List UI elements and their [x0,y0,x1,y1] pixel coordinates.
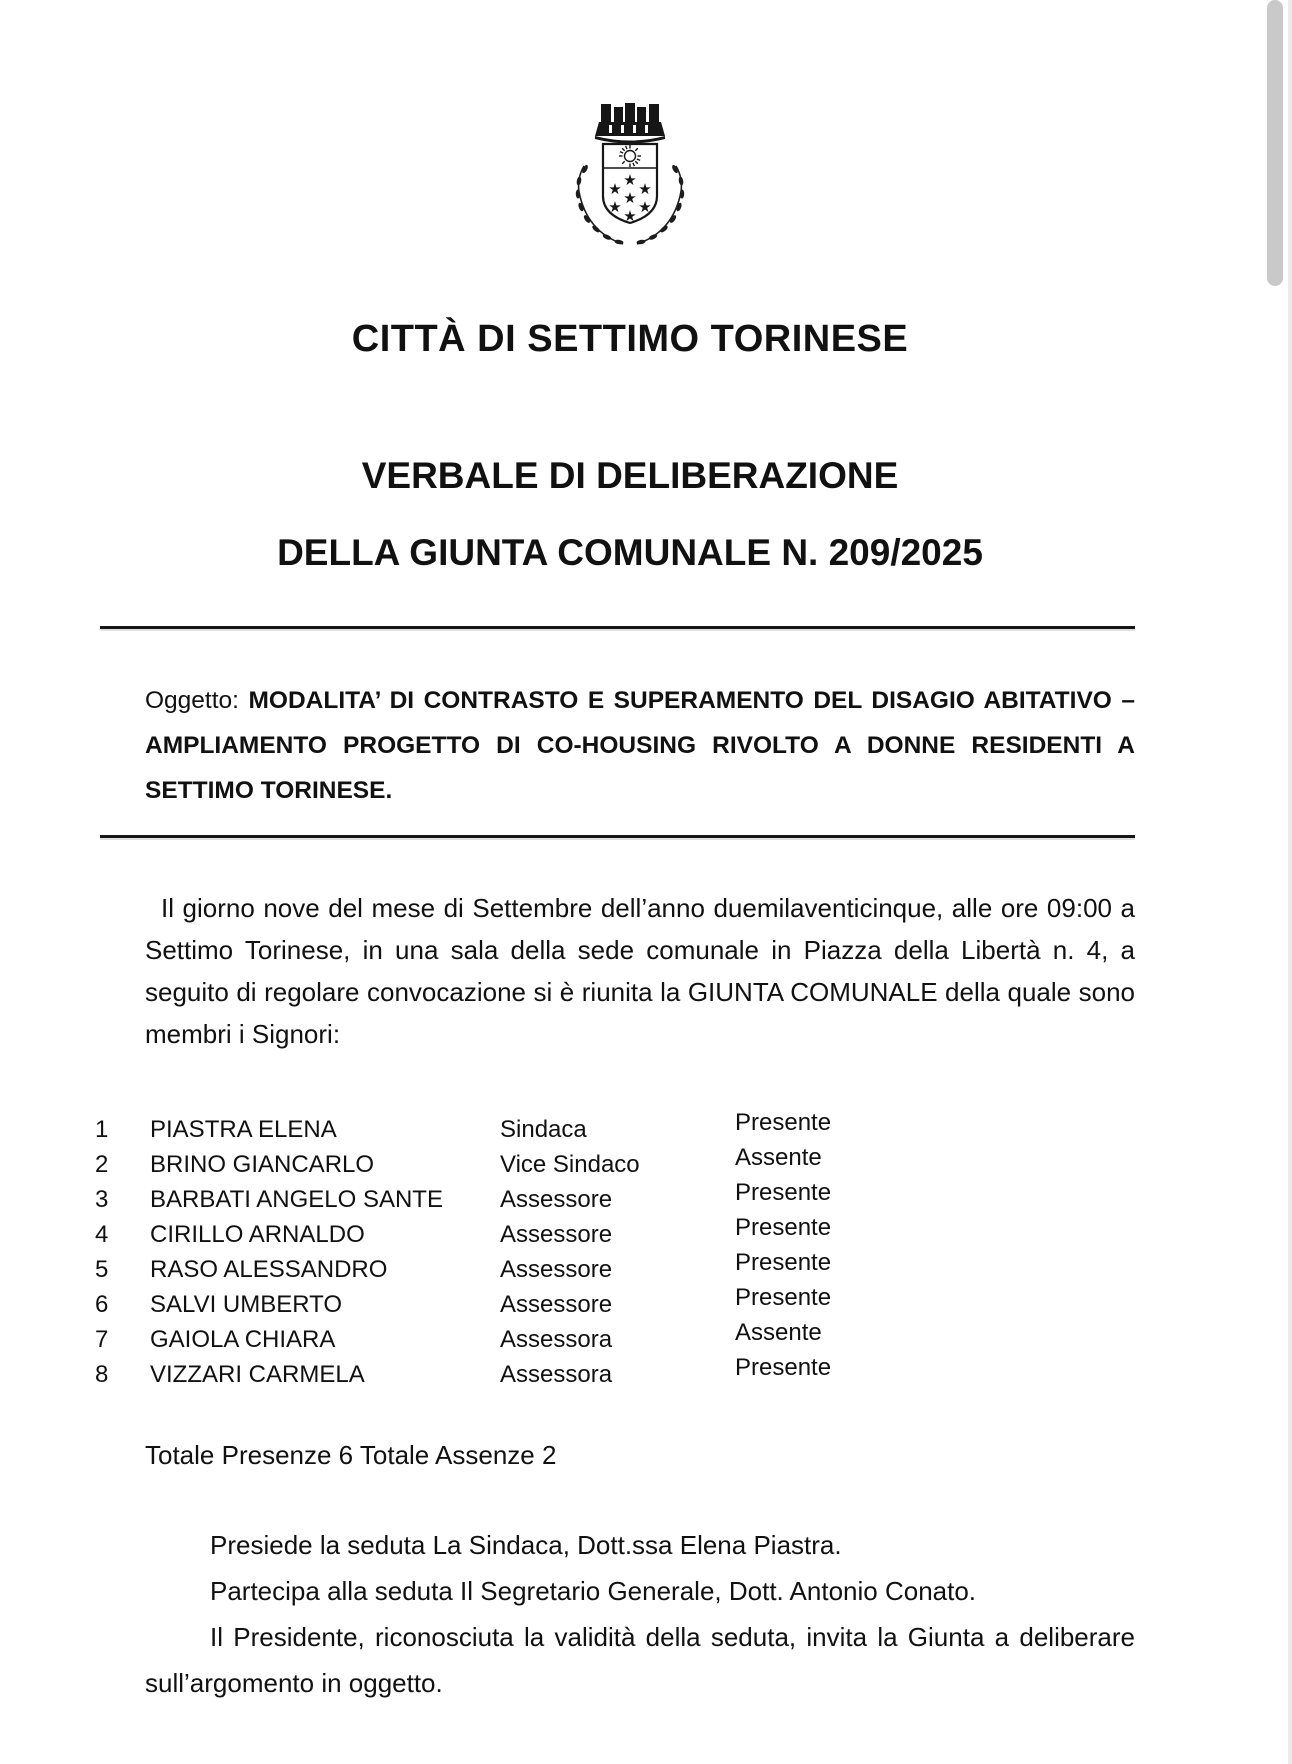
subject-text: MODALITA’ DI CONTRASTO E SUPERAMENTO DEL DISAGIO ABITATIVO – AMPLIAMENTO PROGETTO DI CO-HOUSING RIVOLTO A DONNE RESIDENTI A SETTIMO TORINESE. [145,687,1135,804]
shield [603,144,657,225]
svg-text:★: ★ [623,171,637,189]
member-row [0,1179,1292,1215]
crown [595,103,665,144]
member-role: Sindaca [500,1116,587,1143]
member-name: RASO ALESSANDRO [150,1256,388,1283]
member-role: Assessore [500,1186,613,1213]
svg-text:★: ★ [638,198,652,216]
member-status: Presente [735,1179,832,1206]
horizontal-rule [100,835,1135,838]
member-role: Vice Sindaco [500,1151,640,1178]
intro-paragraph: Il giorno nove del mese di Settembre dell’anno duemilaventicinque, alle ore 09:00 a Settimo Torinese, in una sala della sede comunale in Piazza della Libertà n. 4, a seguito di regolare convocazione si è riunita la GIUNTA COMUNALE della quale sono membri i Signori: [145,893,1135,1049]
member-number: 1 [95,1116,109,1143]
member-row [0,1109,1292,1145]
svg-text:★: ★ [623,189,637,207]
closing-line: Partecipa alla seduta Il Segretario Generale, Dott. Antonio Conato. [210,1576,977,1606]
member-status: Presente [735,1284,832,1311]
member-name: BRINO GIANCARLO [150,1151,375,1178]
member-name: GAIOLA CHIARA [150,1326,336,1353]
member-status: Assente [735,1319,822,1346]
city-crest-icon [565,98,695,250]
member-role: Assessora [500,1326,613,1353]
viewport-edge-strip [1288,0,1292,1764]
subject-label: Oggetto: [145,687,239,714]
member-name: BARBATI ANGELO SANTE [150,1186,443,1213]
member-row [0,1319,1292,1355]
member-number: 7 [95,1326,109,1353]
member-status: Assente [735,1144,822,1171]
scrollbar-thumb[interactable] [1267,0,1283,286]
subject-paragraph [145,678,1135,813]
member-row [0,1214,1292,1250]
member-number: 4 [95,1221,109,1248]
member-status: Presente [735,1214,832,1241]
member-status: Presente [735,1109,832,1136]
member-number: 2 [95,1151,109,1178]
member-name: SALVI UMBERTO [150,1291,343,1318]
document-number-line: DELLA GIUNTA COMUNALE N. 209/2025 [277,532,983,573]
svg-text:★: ★ [608,198,622,216]
closing-line: Presiede la seduta La Sindaca, Dott.ssa Elena Piastra. [210,1530,842,1560]
horizontal-rule [100,626,1135,629]
member-role: Assessore [500,1256,613,1283]
member-row [0,1354,1292,1390]
member-role: Assessora [500,1361,613,1388]
svg-text:★: ★ [638,180,652,198]
member-number: 5 [95,1256,109,1283]
closing-line: Il Presidente, riconosciuta la validità della seduta, invita la Giunta a deliberare sull’argomento in oggetto. [145,1622,1135,1698]
member-row [0,1284,1292,1320]
document-subtitle: VERBALE DI DELIBERAZIONE [361,455,899,496]
member-status: Presente [735,1354,832,1381]
member-name: PIASTRA ELENA [150,1116,337,1143]
member-name: VIZZARI CARMELA [150,1361,365,1388]
member-number: 3 [95,1186,109,1213]
page-title: CITTÀ DI SETTIMO TORINESE [351,318,909,360]
member-row [0,1144,1292,1180]
closing-paragraphs [145,1522,1135,1706]
member-status: Presente [735,1249,832,1276]
member-role: Assessore [500,1221,613,1248]
member-role: Assessore [500,1291,613,1318]
member-number: 6 [95,1291,109,1318]
member-row [0,1249,1292,1285]
attendance-totals: Totale Presenze 6 Totale Assenze 2 [145,1440,557,1470]
member-number: 8 [95,1361,109,1388]
svg-text:★: ★ [623,207,637,225]
member-name: CIRILLO ARNALDO [150,1221,365,1248]
svg-text:★: ★ [608,180,622,198]
